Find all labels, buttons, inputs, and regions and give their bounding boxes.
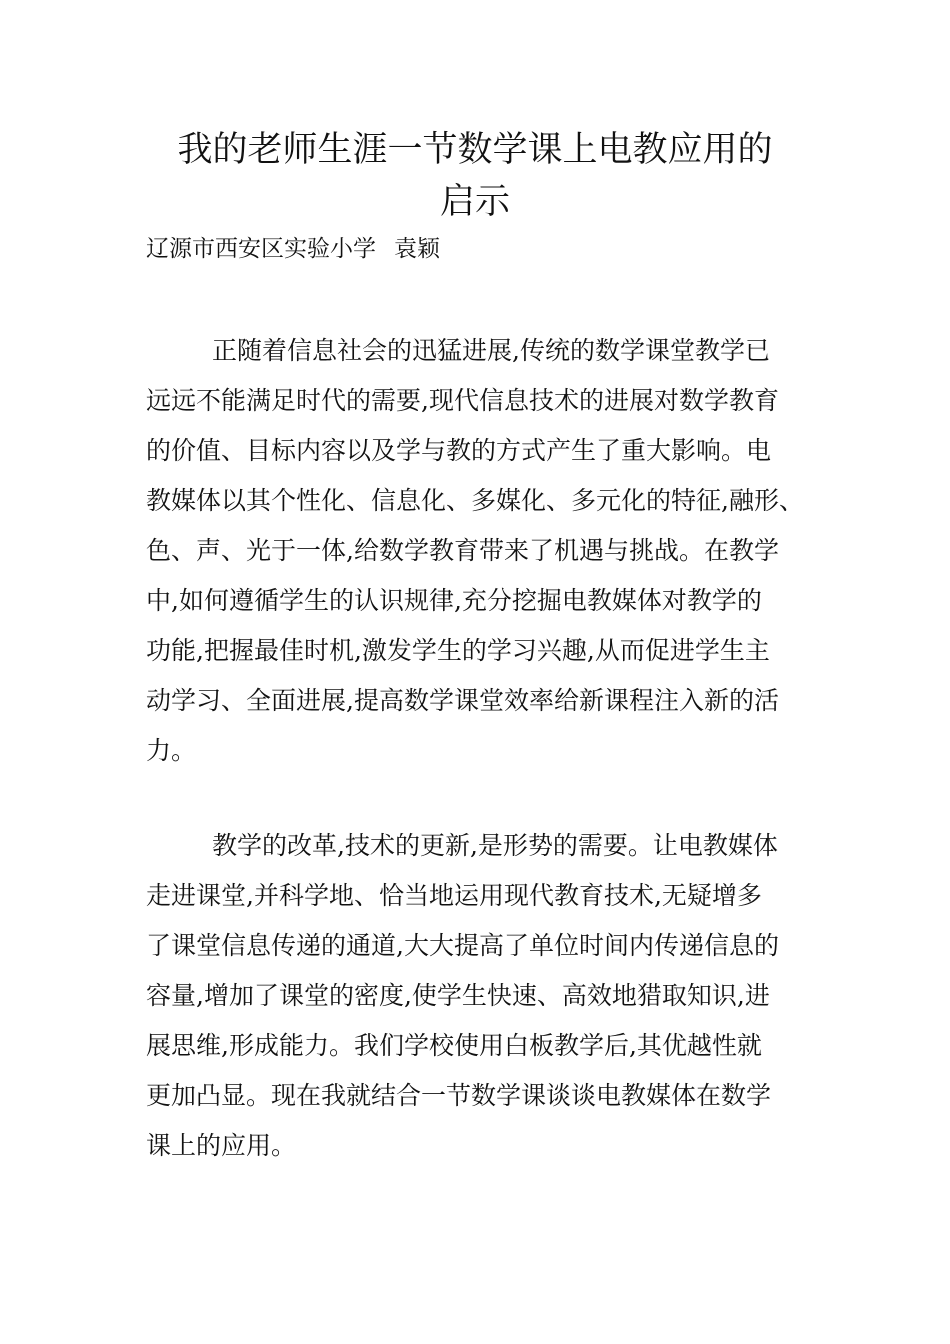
title-line: 我的老师生涯一节数学课上电教应用的	[177, 130, 773, 170]
paragraph-2	[146, 821, 816, 1171]
paragraph-line: 力。	[146, 736, 197, 765]
paragraph-line: 容量,增加了课堂的密度,使学生快速、高效地猎取知识,进	[146, 981, 770, 1010]
paragraph-line: 色、声、光于一体,给数学教育带来了机遇与挑战。在教学	[146, 536, 779, 565]
author-name: 袁颖	[394, 236, 440, 262]
paragraph-line: 远远不能满足时代的需要,现代信息技术的进展对数学教育	[146, 386, 779, 415]
paragraph-line: 展思维,形成能力。我们学校使用白板教学后,其优越性就	[146, 1031, 762, 1060]
title-line: 启示	[439, 182, 510, 222]
paragraph-line: 动学习、全面进展,提高数学课堂效率给新课程注入新的活	[146, 686, 779, 715]
paragraph-line: 功能,把握最佳时机,激发学生的学习兴趣,从而促进学生主	[146, 636, 770, 665]
paragraph-line: 的价值、目标内容以及学与教的方式产生了重大影响。电	[146, 436, 772, 465]
author-line	[146, 231, 440, 267]
paragraph-1	[146, 326, 816, 776]
paragraph-line: 正随着信息社会的迅猛进展,传统的数学课堂教学已	[212, 336, 770, 365]
paragraph-line: 走进课堂,并科学地、恰当地运用现代教育技术,无疑增多	[146, 881, 762, 910]
paragraph-line: 教学的改革,技术的更新,是形势的需要。让电教媒体	[212, 831, 778, 860]
paragraph-line: 了课堂信息传递的通道,大大提高了单位时间内传递信息的	[146, 931, 779, 960]
paragraph-line: 中,如何遵循学生的认识规律,充分挖掘电教媒体对教学的	[146, 586, 762, 615]
author-school: 辽源市西安区实验小学	[146, 236, 376, 262]
paragraph-line: 更加凸显。现在我就结合一节数学课谈谈电教媒体在数学	[146, 1081, 772, 1110]
paragraph-line: 课上的应用。	[146, 1131, 297, 1160]
paragraph-line: 教媒体以其个性化、信息化、多媒化、多元化的特征,融形、	[146, 486, 804, 515]
document-title	[140, 124, 810, 228]
